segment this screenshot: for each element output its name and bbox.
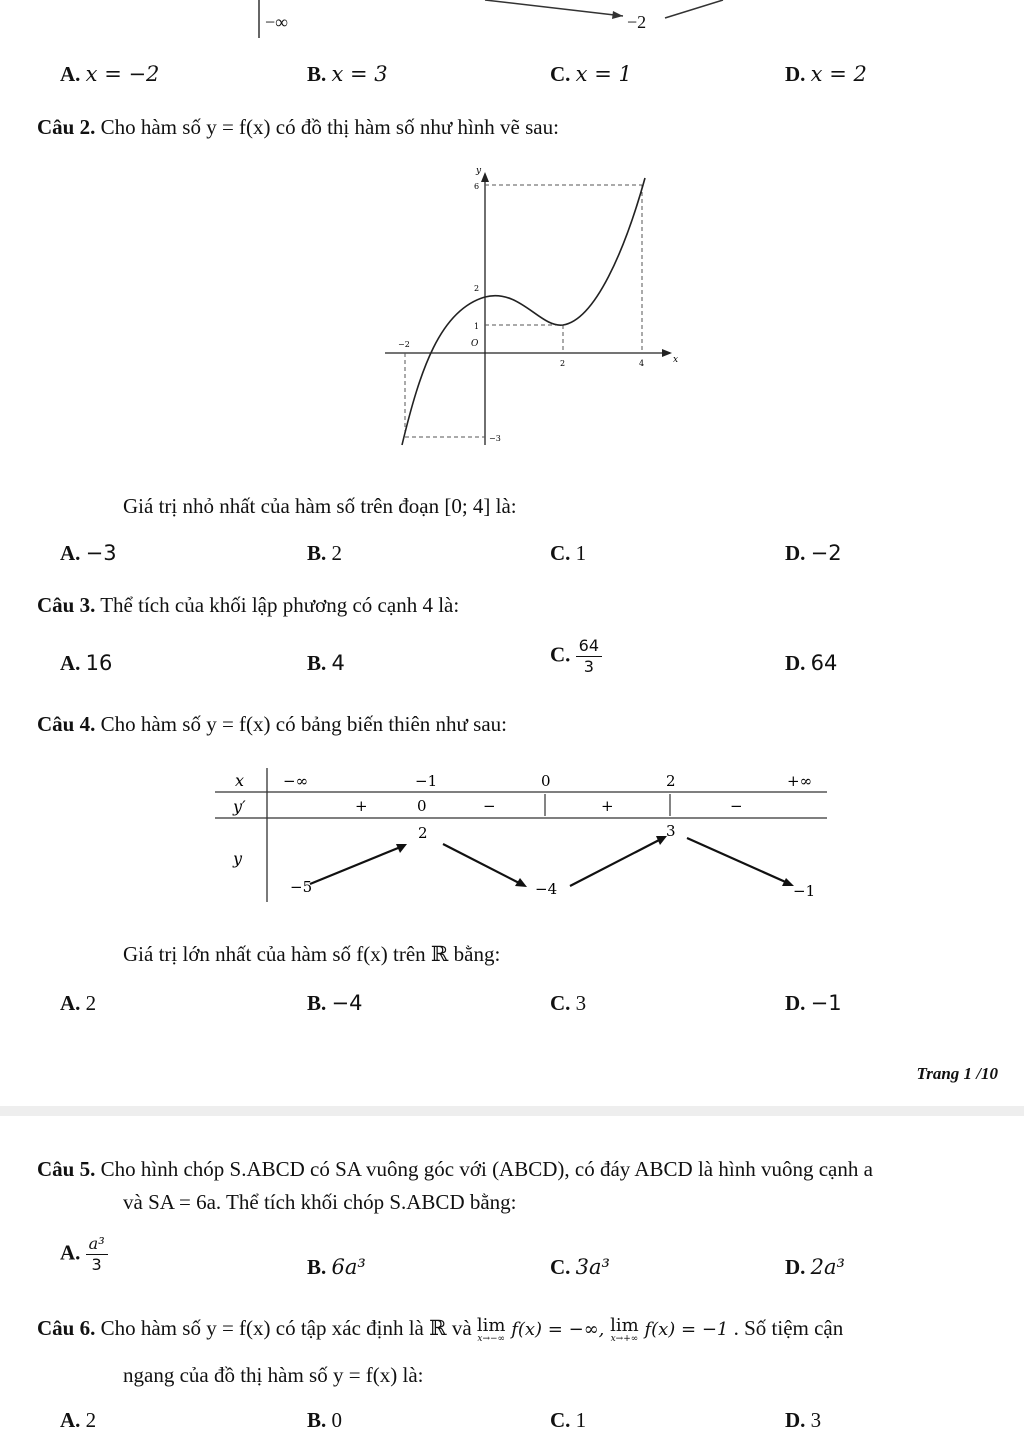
q4-option-b[interactable]: B. −4 — [307, 991, 363, 1015]
q5-question-line2: và SA = 6a. Thể tích khối chóp S.ABCD bằng: — [123, 1190, 517, 1214]
y-value-m5: −5 — [290, 878, 313, 896]
q2-option-b[interactable]: B. 2 — [307, 541, 343, 565]
q5-option-a[interactable]: A. $\frac{\text{a³}}{3}$ — [60, 1236, 108, 1273]
q6-option-b[interactable]: B. 0 — [307, 1408, 343, 1432]
table-row-y: y — [233, 849, 243, 868]
q2-prompt: Giá trị nhỏ nhất của hàm số trên đoạn [0; 4] là: — [123, 494, 517, 518]
graph-tick-m2: −2 — [398, 340, 410, 349]
graph-x-label: x — [673, 355, 679, 365]
guide-lines — [405, 185, 645, 437]
q2-option-c[interactable]: C. 1 — [550, 541, 587, 565]
q4-option-a[interactable]: A. 2 — [60, 991, 97, 1015]
q6-question-line1: Câu 6. Cho hàm số y = f(x) có tập xác định là ℝ và lim x→−∞ f(x) = −∞, lim x→+∞ f(x) = −1 . Số tiệm cận — [37, 1316, 844, 1344]
q3-option-d[interactable]: D. 64 — [785, 651, 838, 675]
page-footer: Trang 1 /10 — [916, 1064, 998, 1083]
q5-option-d[interactable]: D. 2a³ — [785, 1255, 845, 1279]
q1-option-c[interactable]: C. x = 1 — [550, 62, 632, 86]
q4-text: Cho hàm số y = f(x) có bảng biến thiên như sau: — [95, 712, 508, 736]
q6-option-d[interactable]: D. 3 — [785, 1408, 822, 1432]
x-value-m1: −1 — [415, 772, 438, 790]
q1-option-a[interactable]: A. x = −2 — [60, 62, 160, 86]
x-value-0: 0 — [541, 772, 551, 790]
x-value-2: 2 — [666, 772, 676, 790]
q6-label: Câu 6. — [37, 1316, 96, 1340]
prev-table-fragment — [255, 0, 725, 40]
graph-tick-4: 4 — [639, 359, 645, 368]
q5-a-fraction: $\frac{\text{a³}}{3}$ — [86, 1236, 108, 1273]
q3-option-b[interactable]: B. 4 — [307, 651, 345, 675]
variation-table-svg — [215, 768, 835, 908]
q2-question — [37, 115, 559, 140]
sign-minus-2: − — [730, 797, 743, 815]
q1-option-b[interactable]: B. x = 3 — [307, 62, 388, 86]
q3-option-c[interactable]: C. $\frac{64}{3}$ — [550, 638, 602, 675]
table-row-yprime: y′ — [233, 797, 246, 816]
q3-label: Câu 3. — [37, 593, 96, 617]
y-value-3: 3 — [666, 822, 676, 840]
y-value-2: 2 — [418, 824, 428, 842]
q3-text: Thể tích của khối lập phương có cạnh 4 là: — [95, 593, 460, 617]
q5-option-c[interactable]: C. 3a³ — [550, 1255, 610, 1279]
cubic-curve — [402, 178, 645, 445]
q4-option-c[interactable]: C. 3 — [550, 991, 587, 1015]
q4-label: Câu 4. — [37, 712, 96, 736]
graph-origin: O — [471, 339, 479, 349]
q4-option-d[interactable]: D. −1 — [785, 991, 842, 1015]
graph-tick-2x: 2 — [560, 359, 566, 368]
graph-tick-2y: 2 — [474, 284, 480, 293]
q6-option-c[interactable]: C. 1 — [550, 1408, 587, 1432]
q6-question-line2: ngang của đồ thị hàm số y = f(x) là: — [123, 1363, 424, 1387]
sign-plus-2: + — [601, 797, 614, 815]
graph-tick-6: 6 — [474, 182, 480, 191]
variation-table — [215, 768, 835, 908]
sign-zero: 0 — [417, 797, 427, 815]
x-value-pos-inf: +∞ — [787, 772, 813, 790]
q2-option-d[interactable]: D. −2 — [785, 541, 842, 565]
table-row-x: x — [235, 771, 245, 790]
page-separator — [0, 1106, 1024, 1116]
y-value-m4: −4 — [535, 880, 558, 898]
q6-option-a[interactable]: A. 2 — [60, 1408, 97, 1432]
q2-graph — [380, 160, 680, 460]
q2-graph-svg — [380, 160, 680, 460]
q5-option-b[interactable]: B. 6a³ — [307, 1255, 366, 1279]
q5-text-1: Cho hình chóp S.ABCD có SA vuông góc với (ABCD), có đáy ABCD là hình vuông cạnh a — [95, 1157, 873, 1181]
graph-y-label: y — [476, 166, 482, 176]
graph-tick-1: 1 — [474, 322, 480, 331]
q4-question — [37, 712, 507, 737]
q1-option-d[interactable]: D. x = 2 — [785, 62, 867, 86]
q5-question-line1 — [37, 1157, 873, 1182]
sign-minus-1: − — [483, 797, 496, 815]
q3-option-a[interactable]: A. 16 — [60, 651, 113, 675]
x-value-neg-inf: −∞ — [283, 772, 309, 790]
prev-left-label: −∞ — [265, 12, 288, 32]
q6-limit-2: lim x→+∞ — [610, 1316, 639, 1344]
q6-limit-1: lim x→−∞ — [476, 1316, 506, 1344]
q3-c-fraction: $\frac{64}{3}$ — [576, 638, 602, 675]
q3-question — [37, 593, 459, 618]
y-value-m1: −1 — [793, 882, 816, 900]
prev-table-lines — [255, 0, 725, 40]
q4-prompt: Giá trị lớn nhất của hàm số f(x) trên ℝ bằng: — [123, 942, 501, 966]
q2-text: Cho hàm số y = f(x) có đồ thị hàm số như hình vẽ sau: — [95, 115, 559, 139]
prev-right-label: −2 — [627, 12, 647, 32]
q2-label: Câu 2. — [37, 115, 96, 139]
q5-label: Câu 5. — [37, 1157, 96, 1181]
sign-plus-1: + — [355, 797, 368, 815]
q2-option-a[interactable]: A. −3 — [60, 541, 117, 565]
graph-tick-m3: −3 — [489, 434, 501, 443]
